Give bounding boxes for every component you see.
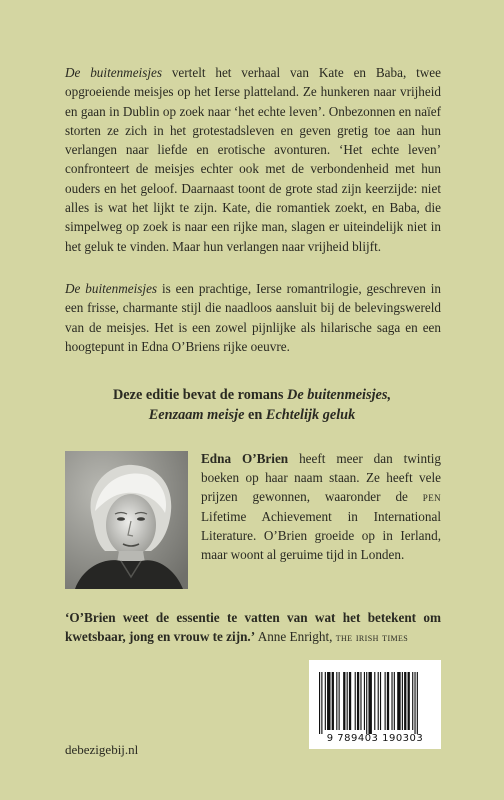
quote-text: ‘O’Brien weet de essentie te vatten van wat het betekent om kwetsbaar, jong en vrouw te zijn.’ <box>65 610 441 645</box>
bio-text-1: heeft meer dan twintig boeken op haar naam staan. Ze heeft vele prijzen gewonnen, waaronder de <box>201 451 441 505</box>
barcode-bar <box>366 672 367 734</box>
barcode-bar <box>368 672 371 734</box>
barcode-bar <box>408 672 410 730</box>
barcode-bar <box>417 672 418 734</box>
edition-title-2: Eenzaam meisje <box>148 407 245 423</box>
barcode-bar <box>339 672 340 730</box>
barcode-bar <box>380 672 381 730</box>
barcode-bar <box>397 672 400 730</box>
barcode-bar <box>349 672 351 730</box>
barcode-bar <box>343 672 345 730</box>
barcode-bar <box>402 672 403 730</box>
barcode-bar <box>374 672 375 730</box>
barcode-bar <box>321 672 322 734</box>
quote-source: the irish times <box>335 630 409 645</box>
review-quote <box>65 608 441 648</box>
blurb-paragraph-2 <box>65 279 441 356</box>
barcode-bar <box>319 672 320 734</box>
edition-note <box>40 385 464 425</box>
barcode-bar <box>412 672 413 730</box>
barcode-bar <box>327 672 330 730</box>
blurb-paragraph-1 <box>65 63 441 256</box>
barcode-bar <box>332 672 334 730</box>
edition-title-1: De buitenmeisjes, <box>287 387 392 403</box>
edition-title-3: Echtelijk geluk <box>265 407 356 423</box>
author-photo <box>65 451 188 589</box>
barcode-bar <box>378 672 379 730</box>
barcode-bar <box>355 672 356 730</box>
book-title: De buitenmeisjes <box>65 281 158 296</box>
barcode-bar <box>364 672 365 730</box>
barcode-bar <box>357 672 359 730</box>
book-title: De buitenmeisjes <box>65 65 162 80</box>
barcode-bar <box>325 672 326 730</box>
edition-prefix: Deze editie bevat de romans <box>112 387 287 403</box>
blurb-text: is een prachtige, Ierse romantrilogie, geschreven in een frisse, charmante stijl die naadloos aansluit bij de belevingswereld van de meisjes. Het is een zowel pijnlijke als hilarische saga en een hoogtepunt in Edna O’Briens rijke oeuvre. <box>65 281 441 354</box>
barcode-bar <box>391 672 392 730</box>
award-abbreviation: pen <box>422 489 441 505</box>
bio-text-2: Lifetime Achievement in International Literature. O’Brien groeide op in Ierland, maar woont al geruime tijd in Londen. <box>201 508 441 563</box>
barcode-bar <box>360 672 361 730</box>
barcode-bars <box>317 672 433 734</box>
quote-attribution <box>255 629 408 644</box>
barcode-bar <box>394 672 395 730</box>
author-bio <box>201 449 441 564</box>
barcode-bar <box>414 672 415 734</box>
barcode-bar <box>385 672 386 730</box>
quote-author: Anne Enright, <box>255 629 336 645</box>
edition-joiner: en <box>244 407 266 423</box>
barcode-bar <box>336 672 337 730</box>
barcode-bar <box>404 672 406 730</box>
isbn-barcode <box>309 660 441 749</box>
barcode-bar <box>347 672 348 730</box>
barcode-bar <box>387 672 389 730</box>
blurb-text: vertelt het verhaal van Kate en Baba, twee opgroeiende meisjes op het Ierse platteland. Ze hunkeren naar vrijheid en gaan in Dublin op zoek naar ‘het echte leven’. Onbezonnen en naïef storten ze zich in het grotestadsleven en geven gretig toe aan hun verlangen naar liefde en erotische avonturen. ‘Het echte leven’ confronteert de meisjes echter ook met de verbondenheid met hun ouders en het geloof. Daarnaast toont de grote stad zijn keerzijde: niet alles is wat het lijkt te zijn. Kate, die romantiek zoekt, en Baba, die simpelweg op zoek is naar een rijke man, slagen er uiteindelijk niet in het geluk te vinden. Maar hun verlangen naar vrijheid blijft. <box>65 65 441 254</box>
publisher-website: debezigebij.nl <box>65 742 139 757</box>
isbn-number: 9 789403 190303 <box>326 733 424 744</box>
author-name: Edna O’Brien <box>201 451 289 466</box>
